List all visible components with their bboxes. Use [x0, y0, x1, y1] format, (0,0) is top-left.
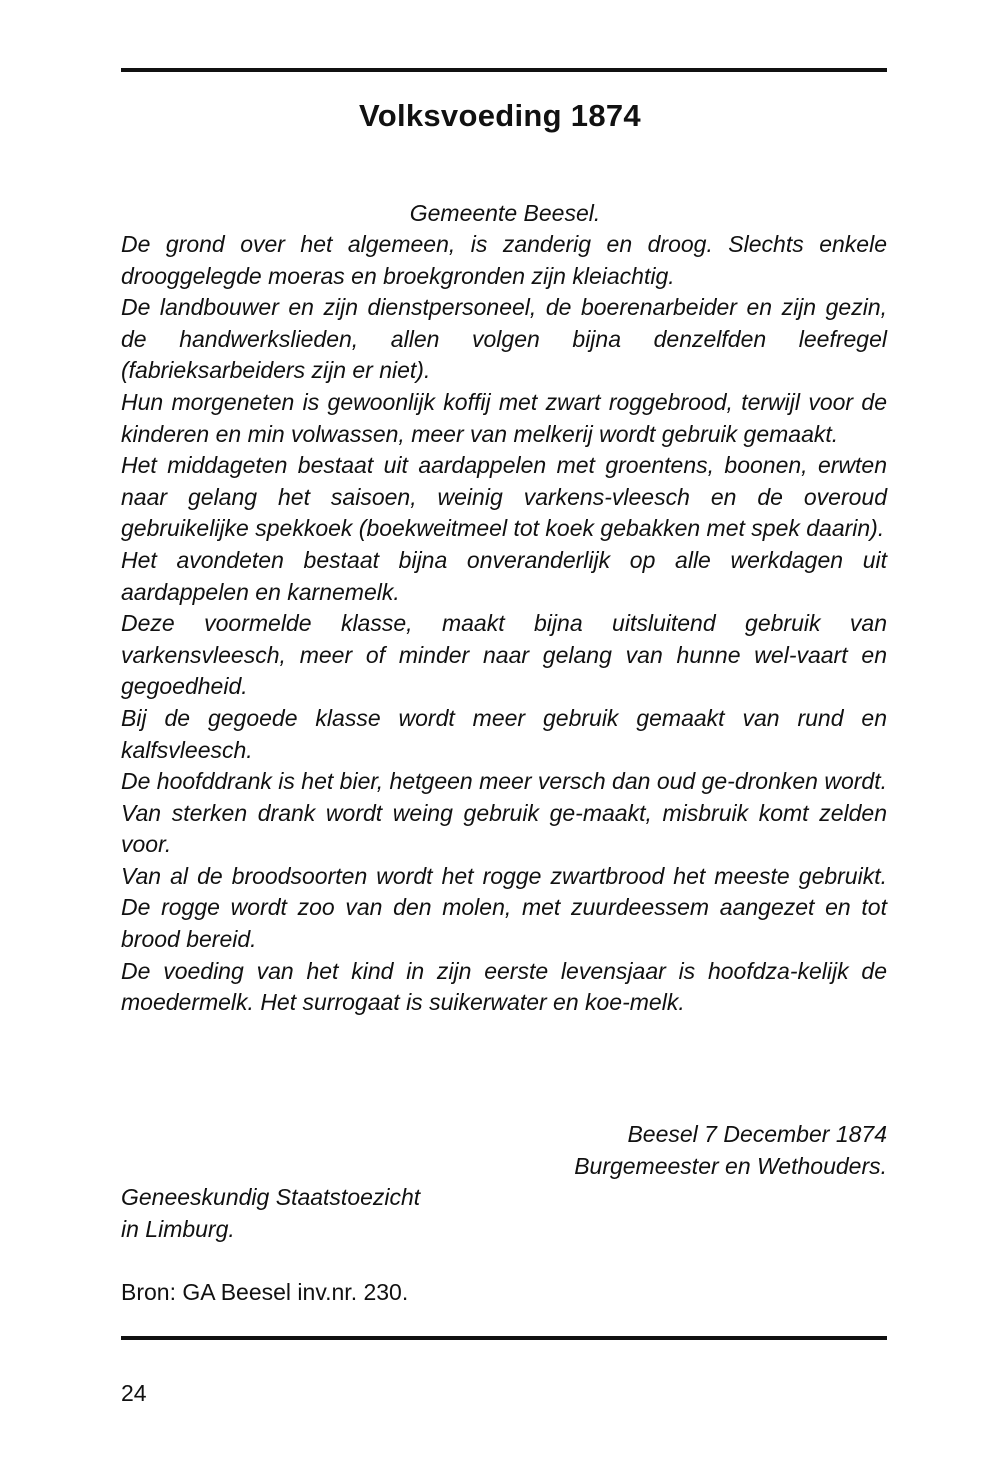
paragraph-bread: Van al de broodsoorten wordt het rogge zwartbrood het meeste gebruikt. De rogge wordt zoo van den molen, met zuurdeessem aangezet en tot brood bereid. — [121, 862, 887, 953]
paragraph-population: De landbouwer en zijn dienstpersoneel, de boerenarbeider en zijn gezin, de handwerkslieden, allen volgen bijna denzelfden leefregel (fabrieksarbeiders zijn er niet). — [121, 294, 887, 384]
paragraph-soil: De grond over het algemeen, is zanderig en droog. Slechts enkele drooggelegde moeras en broekgronden zijn kleiachtig. — [121, 231, 887, 289]
top-rule — [121, 68, 887, 72]
subtitle: Gemeente Beesel. — [409, 200, 601, 226]
signature-block — [574, 1118, 887, 1182]
bottom-rule — [121, 1336, 887, 1340]
paragraph-drinks: De hoofddrank is het bier, hetgeen meer versch dan oud ge-dronken wordt. Van sterken drank wordt weing gebruik ge-maakt, misbruik komt zelden voor. — [121, 768, 887, 858]
page-title: Volksvoeding 1874 — [359, 98, 641, 133]
paragraph-wealthy-class: Bij de gegoede klasse wordt meer gebruik gemaakt van rund en kalfsvleesch. — [121, 704, 887, 763]
source-citation: Bron: GA Beesel inv.nr. 230. — [121, 1279, 409, 1305]
authority-line-2: in Limburg. — [121, 1216, 235, 1242]
authority-line-1: Geneeskundig Staatstoezicht — [121, 1184, 421, 1210]
place-date: Beesel 7 December 1874 — [627, 1121, 887, 1147]
paragraph-lunch: Het middageten bestaat uit aardappelen met groentens, boonen, erwten naar gelang het saisoen, weinig varkens-vleesch en de overoud gebruikelijke spekkoek (boekweitmeel tot koek gebakken met spek daarin). — [121, 452, 887, 542]
page-number: 24 — [121, 1380, 147, 1406]
authority-block — [121, 1181, 420, 1245]
signatories: Burgemeester en Wethouders. — [574, 1153, 887, 1179]
paragraph-infant-feeding: De voeding van het kind in zijn eerste levensjaar is hoofdza-kelijk de moedermelk. Het surrogaat is suikerwater en koe-melk. — [121, 957, 887, 1016]
paragraph-breakfast: Hun morgeneten is gewoonlijk koffij met zwart roggebrood, terwijl voor de kinderen en min volwassen, meer van melkerij wordt gebruik gemaakt. — [121, 388, 887, 447]
body-text — [121, 229, 887, 1019]
paragraph-dinner: Het avondeten bestaat bijna onveranderlijk op alle werkdagen uit aardappelen en karnemelk. — [121, 546, 887, 605]
paragraph-meat-use: Deze voormelde klasse, maakt bijna uitsluitend gebruik van varkensvleesch, meer of minder naar gelang van hunne wel-vaart en gegoedheid. — [121, 610, 887, 700]
